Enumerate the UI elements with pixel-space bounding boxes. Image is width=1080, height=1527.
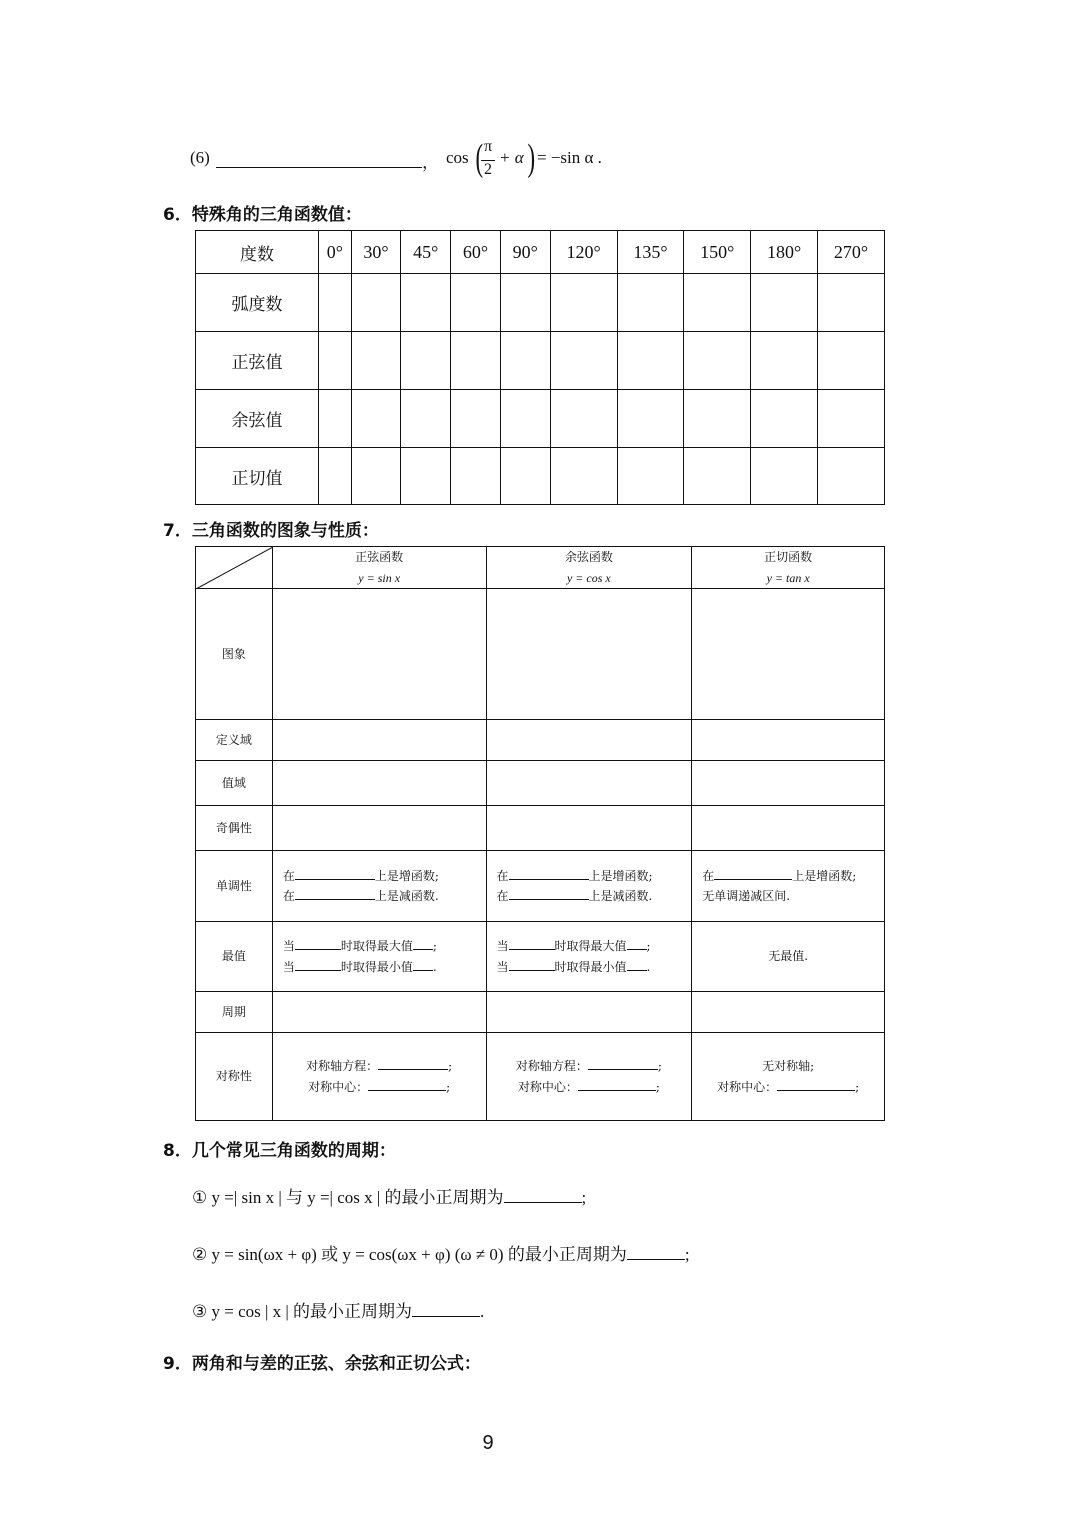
sym-cell-tangent (692, 1033, 885, 1121)
row-label-monotonicity: 单调性 (196, 851, 273, 922)
graph-cell-tangent[interactable] (692, 589, 885, 720)
ext-cell-cosine (486, 922, 692, 992)
degree-cell: 45° (401, 231, 451, 274)
monotonicity-row (196, 851, 885, 922)
degree-cell: 30° (351, 231, 401, 274)
answer-blank[interactable] (295, 949, 341, 950)
row-label-parity: 奇偶性 (196, 806, 273, 851)
row-label-symmetry: 对称性 (196, 1033, 273, 1121)
ext-cell-sine (272, 922, 486, 992)
answer-cell[interactable] (401, 332, 451, 390)
cosine-header (486, 547, 692, 589)
sym-axis-text: 对称轴方程： (306, 1059, 379, 1074)
period-item-suffix: ; (684, 1245, 690, 1264)
graph-cell-cosine[interactable] (486, 589, 692, 720)
answer-cell[interactable] (272, 720, 486, 761)
answer-blank[interactable] (509, 970, 555, 971)
item6-left-paren: ( (475, 137, 484, 179)
ext-min-line (497, 957, 692, 977)
answer-blank[interactable] (578, 1090, 656, 1091)
row-label-tangent: 正切值 (196, 448, 319, 505)
answer-blank[interactable] (413, 970, 433, 971)
sym-center-text: 对称中心： (308, 1079, 369, 1094)
ext-semi: ; (432, 939, 437, 954)
answer-blank[interactable] (627, 970, 647, 971)
sym-center-line (692, 1077, 884, 1097)
graph-cell-sine[interactable] (272, 589, 486, 720)
answer-blank[interactable] (504, 1202, 582, 1203)
answer-blank[interactable] (777, 1090, 855, 1091)
sym-semi: ; (448, 1059, 453, 1074)
cosine-row (196, 390, 885, 448)
ext-dang: 当 (282, 959, 295, 974)
answer-blank[interactable] (378, 1069, 448, 1070)
answer-cell[interactable] (692, 992, 885, 1033)
answer-cell[interactable] (692, 806, 885, 851)
sym-center-line (273, 1077, 486, 1097)
mono-dec-text: 上是减函数. (588, 889, 653, 903)
answer-cell[interactable] (500, 448, 550, 505)
answer-blank[interactable] (295, 899, 375, 900)
mono-none-line: 无单调递减区间. (702, 889, 791, 903)
answer-cell[interactable] (818, 390, 885, 448)
answer-cell[interactable] (272, 806, 486, 851)
answer-cell[interactable] (684, 448, 751, 505)
item6-frac-num: π (484, 138, 493, 155)
answer-blank[interactable] (627, 1259, 685, 1260)
parity-row (196, 806, 885, 851)
answer-cell[interactable] (272, 992, 486, 1033)
sym-center-text: 对称中心： (717, 1079, 778, 1094)
answer-cell[interactable] (451, 448, 501, 505)
answer-cell[interactable] (451, 332, 501, 390)
item6-frac-den: 2 (484, 161, 492, 178)
mono-cell-tangent (692, 851, 885, 922)
row-label-sine: 正弦值 (196, 332, 319, 390)
mono-dec-line (497, 886, 692, 906)
answer-blank[interactable] (295, 970, 341, 971)
sym-axis-text: 对称轴方程： (515, 1059, 588, 1074)
sym-semi: ; (655, 1079, 660, 1094)
mono-zai: 在 (496, 868, 509, 883)
answer-cell[interactable] (486, 806, 692, 851)
ext-max-line (497, 936, 692, 956)
period-item-3 (192, 1297, 484, 1322)
answer-cell[interactable] (550, 448, 617, 505)
mono-zai: 在 (496, 889, 509, 903)
diagonal-line-icon (196, 547, 273, 589)
mono-inc-text: 上是增函数; (792, 868, 857, 883)
symmetry-row (196, 1033, 885, 1121)
page-number: 9 (482, 1432, 494, 1454)
ext-max-line (283, 936, 486, 956)
mono-inc-line (283, 866, 486, 886)
mono-cell-sine (272, 851, 486, 922)
period-item-1 (192, 1183, 586, 1208)
answer-blank[interactable] (412, 1316, 480, 1317)
answer-cell[interactable] (751, 332, 818, 390)
answer-cell[interactable] (617, 274, 684, 332)
range-row (196, 761, 885, 806)
degree-cell: 120° (550, 231, 617, 274)
mono-inc-text: 上是增函数; (374, 868, 439, 883)
answer-cell[interactable] (486, 720, 692, 761)
answer-cell[interactable] (351, 332, 401, 390)
answer-cell[interactable] (351, 448, 401, 505)
answer-cell[interactable] (692, 761, 885, 806)
answer-cell[interactable] (319, 274, 352, 332)
sym-semi: ; (446, 1079, 451, 1094)
degree-cell: 150° (684, 231, 751, 274)
answer-cell[interactable] (351, 274, 401, 332)
sym-semi: ; (657, 1059, 662, 1074)
answer-cell[interactable] (351, 390, 401, 448)
answer-cell[interactable] (684, 390, 751, 448)
row-label-period: 周期 (196, 992, 273, 1033)
degree-cell: 270° (818, 231, 885, 274)
answer-cell[interactable] (401, 274, 451, 332)
answer-blank[interactable] (509, 879, 589, 880)
section8-heading: 8．几个常见三角函数的周期： (163, 1141, 396, 1161)
header-label-degrees: 度数 (196, 231, 319, 274)
cosine-formula: y = cos x (566, 570, 611, 585)
cosine-name: 余弦函数 (564, 550, 613, 565)
item6-plus-alpha: + α (499, 148, 524, 167)
answer-cell[interactable] (272, 761, 486, 806)
sym-semi: ; (855, 1079, 860, 1094)
item6-line (190, 137, 650, 180)
row-label-extrema: 最值 (196, 922, 273, 992)
ext-max-text: 时取得最大值 (554, 939, 627, 954)
period-row (196, 992, 885, 1033)
ext-dang: 当 (282, 939, 295, 954)
mono-zai: 在 (282, 889, 295, 903)
ext-min-text: 时取得最小值 (340, 959, 413, 974)
answer-cell[interactable] (684, 332, 751, 390)
ext-dang: 当 (496, 939, 509, 954)
answer-blank[interactable] (627, 949, 647, 950)
mono-zai: 在 (702, 868, 715, 883)
domain-row (196, 720, 885, 761)
row-label-range: 值域 (196, 761, 273, 806)
row-label-graph: 图象 (196, 589, 273, 720)
ext-dot: . (432, 959, 437, 974)
section6-heading: 6．特殊角的三角函数值： (163, 205, 362, 225)
answer-blank[interactable] (295, 879, 375, 880)
section9-heading: 9．两角和与差的正弦、余弦和正切公式： (163, 1354, 481, 1374)
sine-name: 正弦函数 (355, 550, 404, 565)
row-label-radians: 弧度数 (196, 274, 319, 332)
sym-center-line (487, 1077, 692, 1097)
answer-cell[interactable] (617, 448, 684, 505)
mono-inc-line (497, 866, 692, 886)
answer-cell[interactable] (500, 274, 550, 332)
ext-dot: . (646, 959, 651, 974)
answer-cell[interactable] (818, 274, 885, 332)
answer-cell[interactable] (751, 274, 818, 332)
degree-cell: 180° (751, 231, 818, 274)
ext-min-line (283, 957, 486, 977)
answer-cell[interactable] (751, 390, 818, 448)
answer-cell[interactable] (451, 274, 501, 332)
sym-axis-line (273, 1056, 486, 1076)
tangent-formula: y = tan x (766, 570, 810, 585)
degree-cell: 90° (500, 231, 550, 274)
item6-cos: cos (446, 148, 469, 167)
answer-cell[interactable] (401, 448, 451, 505)
answer-cell[interactable] (319, 332, 352, 390)
sine-header (272, 547, 486, 589)
sym-center-text: 对称中心： (517, 1079, 578, 1094)
sym-cell-cosine (486, 1033, 692, 1121)
answer-cell[interactable] (684, 274, 751, 332)
answer-cell[interactable] (319, 390, 352, 448)
tangent-row (196, 448, 885, 505)
answer-cell[interactable] (401, 390, 451, 448)
answer-blank[interactable] (413, 949, 433, 950)
mono-zai: 在 (282, 868, 295, 883)
answer-blank[interactable] (714, 879, 792, 880)
mono-dec-line (283, 886, 486, 906)
period-item-text: ① y =| sin x | 与 y =| cos x | 的最小正周期为 (192, 1188, 504, 1207)
item6-comma: ， (422, 153, 439, 172)
graph-row (196, 589, 885, 720)
period-item-suffix: ; (581, 1188, 587, 1207)
trig-properties-table (195, 546, 885, 1121)
sym-cell-sine (272, 1033, 486, 1121)
degree-cell: 0° (319, 231, 352, 274)
period-item-2 (192, 1240, 690, 1265)
degree-cell: 60° (451, 231, 501, 274)
item6-right-paren: ) (527, 137, 536, 179)
tangent-name: 正切函数 (764, 550, 813, 565)
extrema-row (196, 922, 885, 992)
special-angle-table (195, 230, 885, 505)
answer-cell[interactable] (818, 448, 885, 505)
period-item-text: ② y = sin(ωx + φ) 或 y = cos(ωx + φ) (ω ≠ 0) 的最小正周期为 (192, 1245, 627, 1264)
row-label-cosine: 余弦值 (196, 390, 319, 448)
answer-cell[interactable] (751, 448, 818, 505)
tangent-header (692, 547, 885, 589)
radian-row (196, 274, 885, 332)
answer-blank[interactable] (588, 1069, 658, 1070)
sine-row (196, 332, 885, 390)
period-item-text: ③ y = cos | x | 的最小正周期为 (192, 1302, 413, 1321)
answer-blank[interactable] (509, 949, 555, 950)
section7-heading: 7．三角函数的图象与性质： (163, 521, 379, 541)
answer-cell[interactable] (692, 720, 885, 761)
item6-rhs: = −sin α . (537, 148, 602, 167)
diagonal-corner-cell (196, 547, 273, 589)
degree-cell: 135° (617, 231, 684, 274)
answer-cell[interactable] (550, 332, 617, 390)
answer-cell[interactable] (451, 390, 501, 448)
ext-max-text: 时取得最大值 (340, 939, 413, 954)
mono-cell-cosine (486, 851, 692, 922)
answer-cell[interactable] (486, 761, 692, 806)
answer-cell[interactable] (319, 448, 352, 505)
answer-cell[interactable] (617, 390, 684, 448)
sine-formula: y = sin x (358, 570, 401, 585)
mono-dec-text: 上是减函数. (374, 889, 439, 903)
item6-number: (6) (190, 148, 210, 167)
answer-cell[interactable] (818, 332, 885, 390)
function-header-row (196, 547, 885, 589)
answer-cell[interactable] (500, 332, 550, 390)
period-item-suffix: . (480, 1302, 485, 1321)
sym-axis-line (487, 1056, 692, 1076)
item6-answer-blank[interactable] (216, 167, 422, 168)
sym-tan-axis-line: 无对称轴; (762, 1059, 815, 1074)
ext-min-text: 时取得最小值 (554, 959, 627, 974)
degree-header-row (196, 231, 885, 274)
answer-cell[interactable] (486, 992, 692, 1033)
mono-inc-line (702, 866, 884, 886)
ext-cell-tangent: 无最值. (692, 922, 885, 992)
ext-semi: ; (646, 939, 651, 954)
answer-cell[interactable] (500, 390, 550, 448)
ext-dang: 当 (496, 959, 509, 974)
answer-blank[interactable] (509, 899, 589, 900)
answer-cell[interactable] (550, 274, 617, 332)
mono-inc-text: 上是增函数; (588, 868, 653, 883)
answer-blank[interactable] (368, 1090, 446, 1091)
answer-cell[interactable] (617, 332, 684, 390)
row-label-domain: 定义域 (196, 720, 273, 761)
answer-cell[interactable] (550, 390, 617, 448)
